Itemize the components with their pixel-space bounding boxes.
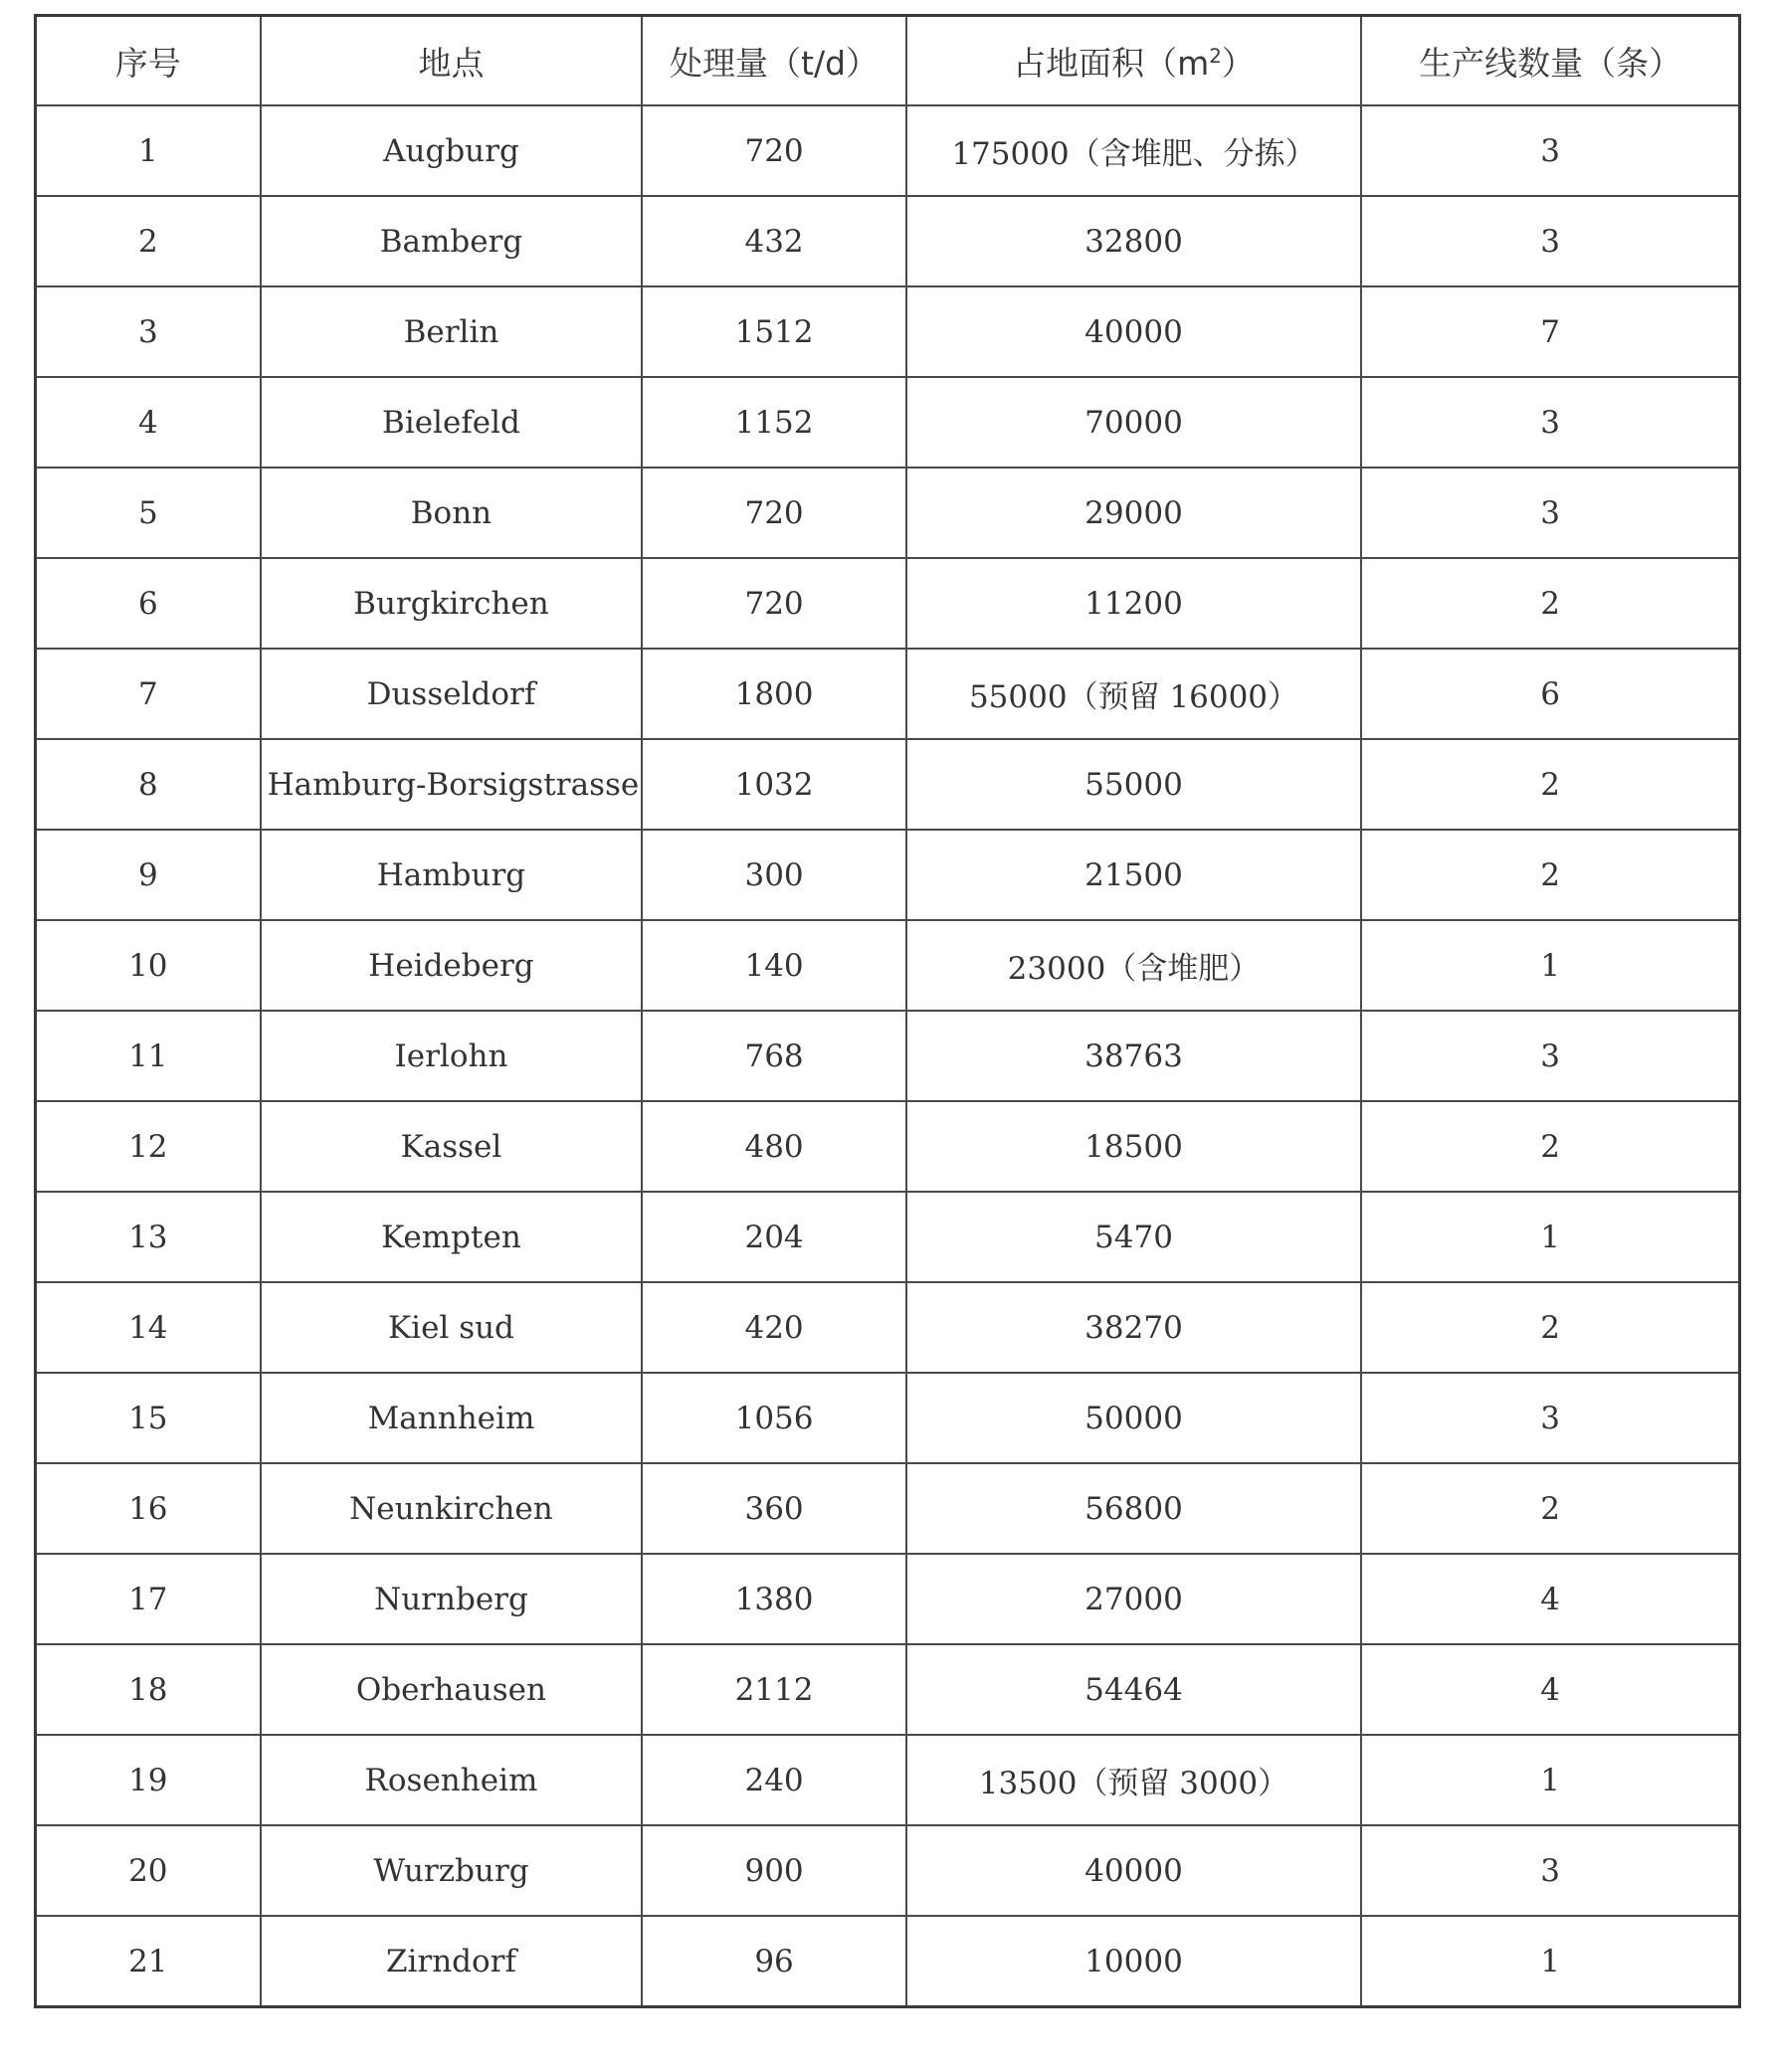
cell-seq: 13 (36, 1192, 261, 1282)
cell-seq: 2 (36, 196, 261, 286)
cell-seq: 16 (36, 1463, 261, 1554)
cell-area: 55000 (906, 739, 1361, 830)
cell-location: Zirndorf (261, 1916, 643, 2007)
cell-lines: 6 (1361, 649, 1739, 739)
table-row (36, 1373, 1740, 1463)
cell-seq: 9 (36, 830, 261, 920)
cell-lines: 4 (1361, 1644, 1739, 1735)
cell-capacity: 96 (642, 1916, 906, 2007)
cell-location: Neunkirchen (261, 1463, 643, 1554)
cell-capacity: 1032 (642, 739, 906, 830)
cell-seq: 10 (36, 920, 261, 1011)
cell-lines: 3 (1361, 196, 1739, 286)
cell-capacity: 240 (642, 1735, 906, 1825)
cell-location: Hamburg (261, 830, 643, 920)
cell-lines: 1 (1361, 1192, 1739, 1282)
cell-location: Kempten (261, 1192, 643, 1282)
cell-lines: 3 (1361, 377, 1739, 468)
cell-area: 13500（预留 3000） (906, 1735, 1361, 1825)
cell-location: Wurzburg (261, 1825, 643, 1916)
table-header (36, 16, 1740, 106)
table-row (36, 1735, 1740, 1825)
cell-area: 29000 (906, 468, 1361, 558)
cell-capacity: 1512 (642, 286, 906, 377)
cell-lines: 3 (1361, 468, 1739, 558)
cell-lines: 3 (1361, 1373, 1739, 1463)
header-area-text: 占地面积（m (1013, 43, 1210, 83)
cell-capacity: 900 (642, 1825, 906, 1916)
cell-area: 40000 (906, 286, 1361, 377)
cell-seq: 1 (36, 105, 261, 196)
cell-location: Rosenheim (261, 1735, 643, 1825)
cell-area: 5470 (906, 1192, 1361, 1282)
cell-seq: 20 (36, 1825, 261, 1916)
table-row (36, 1282, 1740, 1373)
cell-lines: 2 (1361, 1101, 1739, 1192)
table-row (36, 920, 1740, 1011)
cell-capacity: 720 (642, 558, 906, 649)
cell-seq: 17 (36, 1554, 261, 1644)
cell-area: 10000 (906, 1916, 1361, 2007)
table-row (36, 377, 1740, 468)
cell-capacity: 720 (642, 468, 906, 558)
cell-location: Mannheim (261, 1373, 643, 1463)
cell-area: 18500 (906, 1101, 1361, 1192)
table-row (36, 1916, 1740, 2007)
cell-capacity: 1800 (642, 649, 906, 739)
cell-location: Augburg (261, 105, 643, 196)
header-lines: 生产线数量（条） (1361, 16, 1739, 106)
table-row (36, 558, 1740, 649)
header-row (36, 16, 1740, 106)
cell-area: 32800 (906, 196, 1361, 286)
cell-location: Oberhausen (261, 1644, 643, 1735)
cell-seq: 21 (36, 1916, 261, 2007)
plant-table-container (34, 14, 1741, 2008)
cell-lines: 2 (1361, 739, 1739, 830)
cell-seq: 3 (36, 286, 261, 377)
header-seq: 序号 (36, 16, 261, 106)
table-row (36, 105, 1740, 196)
cell-location: Dusseldorf (261, 649, 643, 739)
cell-location: Nurnberg (261, 1554, 643, 1644)
cell-area: 38763 (906, 1011, 1361, 1101)
cell-area: 40000 (906, 1825, 1361, 1916)
cell-capacity: 360 (642, 1463, 906, 1554)
cell-lines: 2 (1361, 1282, 1739, 1373)
cell-area: 38270 (906, 1282, 1361, 1373)
cell-seq: 11 (36, 1011, 261, 1101)
cell-lines: 2 (1361, 558, 1739, 649)
cell-location: Ierlohn (261, 1011, 643, 1101)
cell-lines: 4 (1361, 1554, 1739, 1644)
cell-lines: 1 (1361, 1735, 1739, 1825)
table-row (36, 1825, 1740, 1916)
cell-capacity: 140 (642, 920, 906, 1011)
cell-area: 50000 (906, 1373, 1361, 1463)
cell-location: Hamburg-Borsigstrasse (261, 739, 643, 830)
cell-seq: 8 (36, 739, 261, 830)
cell-seq: 15 (36, 1373, 261, 1463)
cell-seq: 12 (36, 1101, 261, 1192)
header-capacity: 处理量（t/d） (642, 16, 906, 106)
cell-seq: 7 (36, 649, 261, 739)
cell-lines: 3 (1361, 1011, 1739, 1101)
cell-seq: 18 (36, 1644, 261, 1735)
cell-location: Burgkirchen (261, 558, 643, 649)
cell-location: Bielefeld (261, 377, 643, 468)
table-row (36, 1011, 1740, 1101)
cell-area: 55000（预留 16000） (906, 649, 1361, 739)
table-row (36, 1554, 1740, 1644)
cell-capacity: 720 (642, 105, 906, 196)
cell-capacity: 2112 (642, 1644, 906, 1735)
cell-capacity: 300 (642, 830, 906, 920)
table-body (36, 105, 1740, 2007)
cell-capacity: 204 (642, 1192, 906, 1282)
table-row (36, 830, 1740, 920)
cell-lines: 1 (1361, 920, 1739, 1011)
cell-capacity: 768 (642, 1011, 906, 1101)
table-row (36, 1192, 1740, 1282)
cell-location: Bonn (261, 468, 643, 558)
table-row (36, 468, 1740, 558)
cell-lines: 7 (1361, 286, 1739, 377)
plant-table (34, 14, 1741, 2008)
cell-capacity: 1056 (642, 1373, 906, 1463)
cell-capacity: 432 (642, 196, 906, 286)
table-row (36, 739, 1740, 830)
cell-area: 70000 (906, 377, 1361, 468)
table-row (36, 196, 1740, 286)
cell-seq: 14 (36, 1282, 261, 1373)
header-area-superscript: 2 (1209, 44, 1222, 68)
cell-location: Bamberg (261, 196, 643, 286)
cell-area: 56800 (906, 1463, 1361, 1554)
cell-seq: 19 (36, 1735, 261, 1825)
header-area (906, 16, 1361, 106)
cell-location: Heideberg (261, 920, 643, 1011)
cell-lines: 3 (1361, 1825, 1739, 1916)
header-location: 地点 (261, 16, 643, 106)
table-row (36, 1463, 1740, 1554)
cell-lines: 1 (1361, 1916, 1739, 2007)
cell-seq: 6 (36, 558, 261, 649)
cell-capacity: 420 (642, 1282, 906, 1373)
cell-seq: 5 (36, 468, 261, 558)
cell-capacity: 1380 (642, 1554, 906, 1644)
cell-location: Kiel sud (261, 1282, 643, 1373)
cell-lines: 2 (1361, 830, 1739, 920)
table-row (36, 286, 1740, 377)
table-row (36, 649, 1740, 739)
cell-area: 27000 (906, 1554, 1361, 1644)
cell-lines: 2 (1361, 1463, 1739, 1554)
table-row (36, 1644, 1740, 1735)
cell-capacity: 1152 (642, 377, 906, 468)
cell-location: Berlin (261, 286, 643, 377)
cell-lines: 3 (1361, 105, 1739, 196)
cell-area: 54464 (906, 1644, 1361, 1735)
cell-area: 23000（含堆肥） (906, 920, 1361, 1011)
cell-area: 11200 (906, 558, 1361, 649)
cell-area: 175000（含堆肥、分拣） (906, 105, 1361, 196)
cell-location: Kassel (261, 1101, 643, 1192)
cell-capacity: 480 (642, 1101, 906, 1192)
table-row (36, 1101, 1740, 1192)
cell-seq: 4 (36, 377, 261, 468)
header-area-close: ） (1221, 43, 1255, 83)
cell-area: 21500 (906, 830, 1361, 920)
